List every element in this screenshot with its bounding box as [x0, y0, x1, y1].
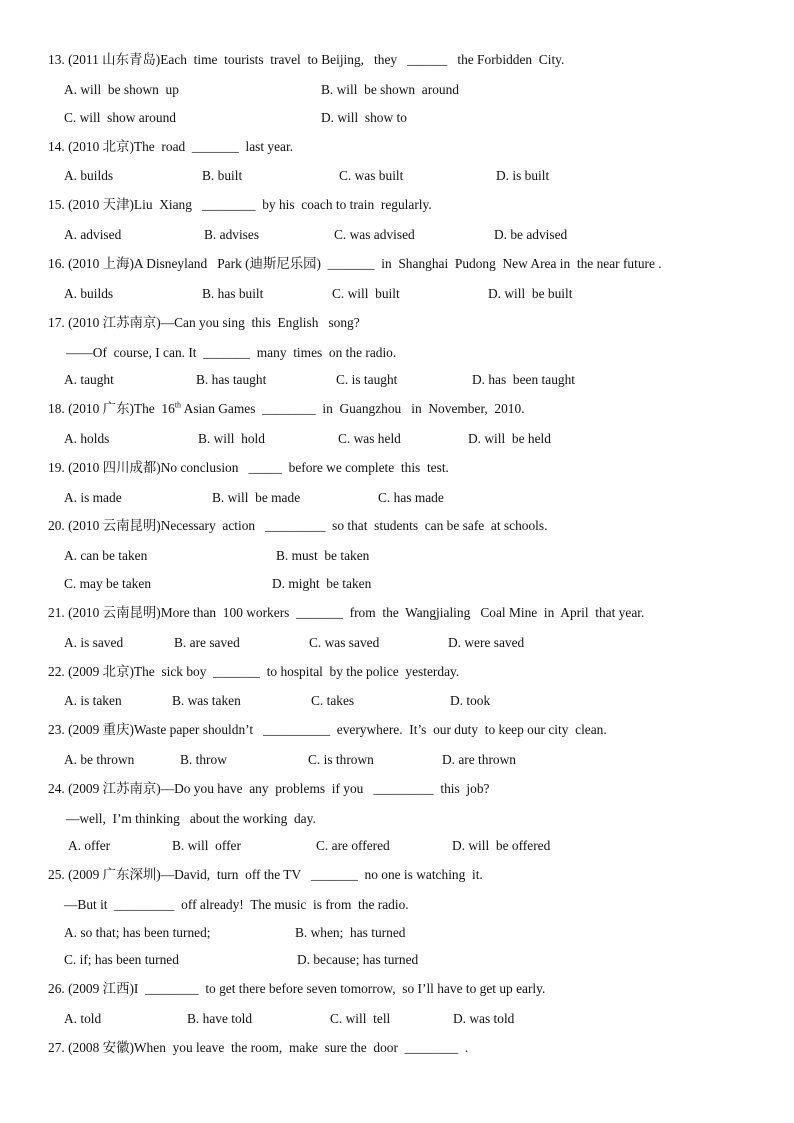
q17-option-c: C. is taught	[336, 372, 398, 387]
question-15-stem: 15. (2010 天津)Liu Xiang ________ by his coach to train regularly.	[48, 197, 432, 212]
q18-ordinal-suffix: th	[174, 400, 182, 410]
question-16-stem: 16. (2010 上海)A Disneyland Park (迪斯尼乐园) _______ in Shanghai Pudong New Area in the near future .	[48, 256, 662, 271]
q20-option-c: C. may be taken	[64, 576, 152, 591]
q18-option-c: C. was held	[338, 431, 401, 446]
q14-option-a: A. builds	[64, 168, 114, 183]
question-21-stem: 21. (2010 云南昆明)More than 100 workers _______ from the Wangjialing Coal Mine in April that year.	[48, 605, 645, 620]
q21-option-b: B. are saved	[174, 635, 240, 650]
question-14-stem: 14. (2010 北京)The road _______ last year.	[48, 139, 294, 154]
question-24-stem: 24. (2009 江苏南京)—Do you have any problems if you _________ this job?	[48, 781, 490, 796]
q13-option-a: A. will be shown up	[64, 82, 179, 97]
q26-option-a: A. told	[64, 1011, 102, 1026]
question-27-stem: 27. (2008 安徽)When you leave the room, make sure the door ________ .	[48, 1040, 469, 1055]
q18-option-b: B. will hold	[198, 431, 265, 446]
q23-option-b: B. throw	[180, 752, 227, 767]
q22-option-c: C. takes	[311, 693, 355, 708]
q24-option-c: C. are offered	[316, 838, 390, 853]
q15-option-b: B. advises	[204, 227, 260, 242]
q20-option-b: B. must be taken	[276, 548, 370, 563]
q13-option-b: B. will be shown around	[321, 82, 459, 97]
q16-option-a: A. builds	[64, 286, 114, 301]
q17-option-a: A. taught	[64, 372, 114, 387]
q25-option-b: B. when; has turned	[295, 925, 406, 940]
q18-stem-start: 18. (2010 广东)The 16	[48, 401, 175, 416]
question-18-stem	[48, 400, 525, 417]
q26-option-c: C. will tell	[330, 1011, 391, 1026]
q13-option-c: C. will show around	[64, 110, 176, 125]
q16-option-c: C. will built	[332, 286, 400, 301]
question-24-response: —well, I’m thinking about the working day.	[66, 811, 316, 826]
q16-option-b: B. has built	[202, 286, 264, 301]
q25-option-d: D. because; has turned	[297, 952, 419, 967]
q24-option-a: A. offer	[68, 838, 111, 853]
q15-option-d: D. be advised	[494, 227, 568, 242]
q21-option-c: C. was saved	[309, 635, 380, 650]
q17-option-d: D. has been taught	[472, 372, 576, 387]
q14-option-c: C. was built	[339, 168, 404, 183]
question-19-stem: 19. (2010 四川成都)No conclusion _____ before we complete this test.	[48, 460, 449, 475]
q17-option-b: B. has taught	[196, 372, 267, 387]
q15-option-c: C. was advised	[334, 227, 415, 242]
q19-option-b: B. will be made	[212, 490, 301, 505]
question-25-stem: 25. (2009 广东深圳)—David, turn off the TV _______ no one is watching it.	[48, 867, 483, 882]
q15-option-a: A. advised	[64, 227, 122, 242]
q23-option-a: A. be thrown	[64, 752, 135, 767]
q26-option-b: B. have told	[187, 1011, 253, 1026]
question-23-stem: 23. (2009 重庆)Waste paper shouldn’t __________ everywhere. It’s our duty to keep our city clean.	[48, 722, 607, 737]
question-17-stem: 17. (2010 江苏南京)—Can you sing this English song?	[48, 315, 360, 330]
q26-option-d: D. was told	[453, 1011, 515, 1026]
question-13-stem: 13. (2011 山东青岛)Each time tourists travel to Beijing, they ______ the Forbidden City.	[48, 52, 565, 67]
q24-option-d: D. will be offered	[452, 838, 551, 853]
q23-option-c: C. is thrown	[308, 752, 374, 767]
q25-option-a: A. so that; has been turned;	[64, 925, 211, 940]
q23-option-d: D. are thrown	[442, 752, 516, 767]
q16-option-d: D. will be built	[488, 286, 573, 301]
question-20-stem: 20. (2010 云南昆明)Necessary action _________ so that students can be safe at schools.	[48, 518, 548, 533]
q22-option-d: D. took	[450, 693, 491, 708]
question-26-stem: 26. (2009 江西)I ________ to get there before seven tomorrow, so I’ll have to get up early.	[48, 981, 546, 996]
q13-option-d: D. will show to	[321, 110, 407, 125]
q25-option-c: C. if; has been turned	[64, 952, 179, 967]
q18-option-a: A. holds	[64, 431, 110, 446]
q24-option-b: B. will offer	[172, 838, 241, 853]
q14-option-b: B. built	[202, 168, 243, 183]
q21-option-a: A. is saved	[64, 635, 124, 650]
q20-option-a: A. can be taken	[64, 548, 148, 563]
q18-option-d: D. will be held	[468, 431, 551, 446]
q19-option-c: C. has made	[378, 490, 444, 505]
q19-option-a: A. is made	[64, 490, 122, 505]
q22-option-b: B. was taken	[172, 693, 241, 708]
question-22-stem: 22. (2009 北京)The sick boy _______ to hospital by the police yesterday.	[48, 664, 460, 679]
q20-option-d: D. might be taken	[272, 576, 372, 591]
q14-option-d: D. is built	[496, 168, 550, 183]
q21-option-d: D. were saved	[448, 635, 525, 650]
q22-option-a: A. is taken	[64, 693, 122, 708]
q18-stem-end: Asian Games ________ in Guangzhou in November, 2010.	[181, 401, 525, 416]
question-17-response: ——Of course, I can. It _______ many times on the radio.	[66, 345, 397, 360]
question-25-response: —But it _________ off already! The music is from the radio.	[64, 897, 409, 912]
